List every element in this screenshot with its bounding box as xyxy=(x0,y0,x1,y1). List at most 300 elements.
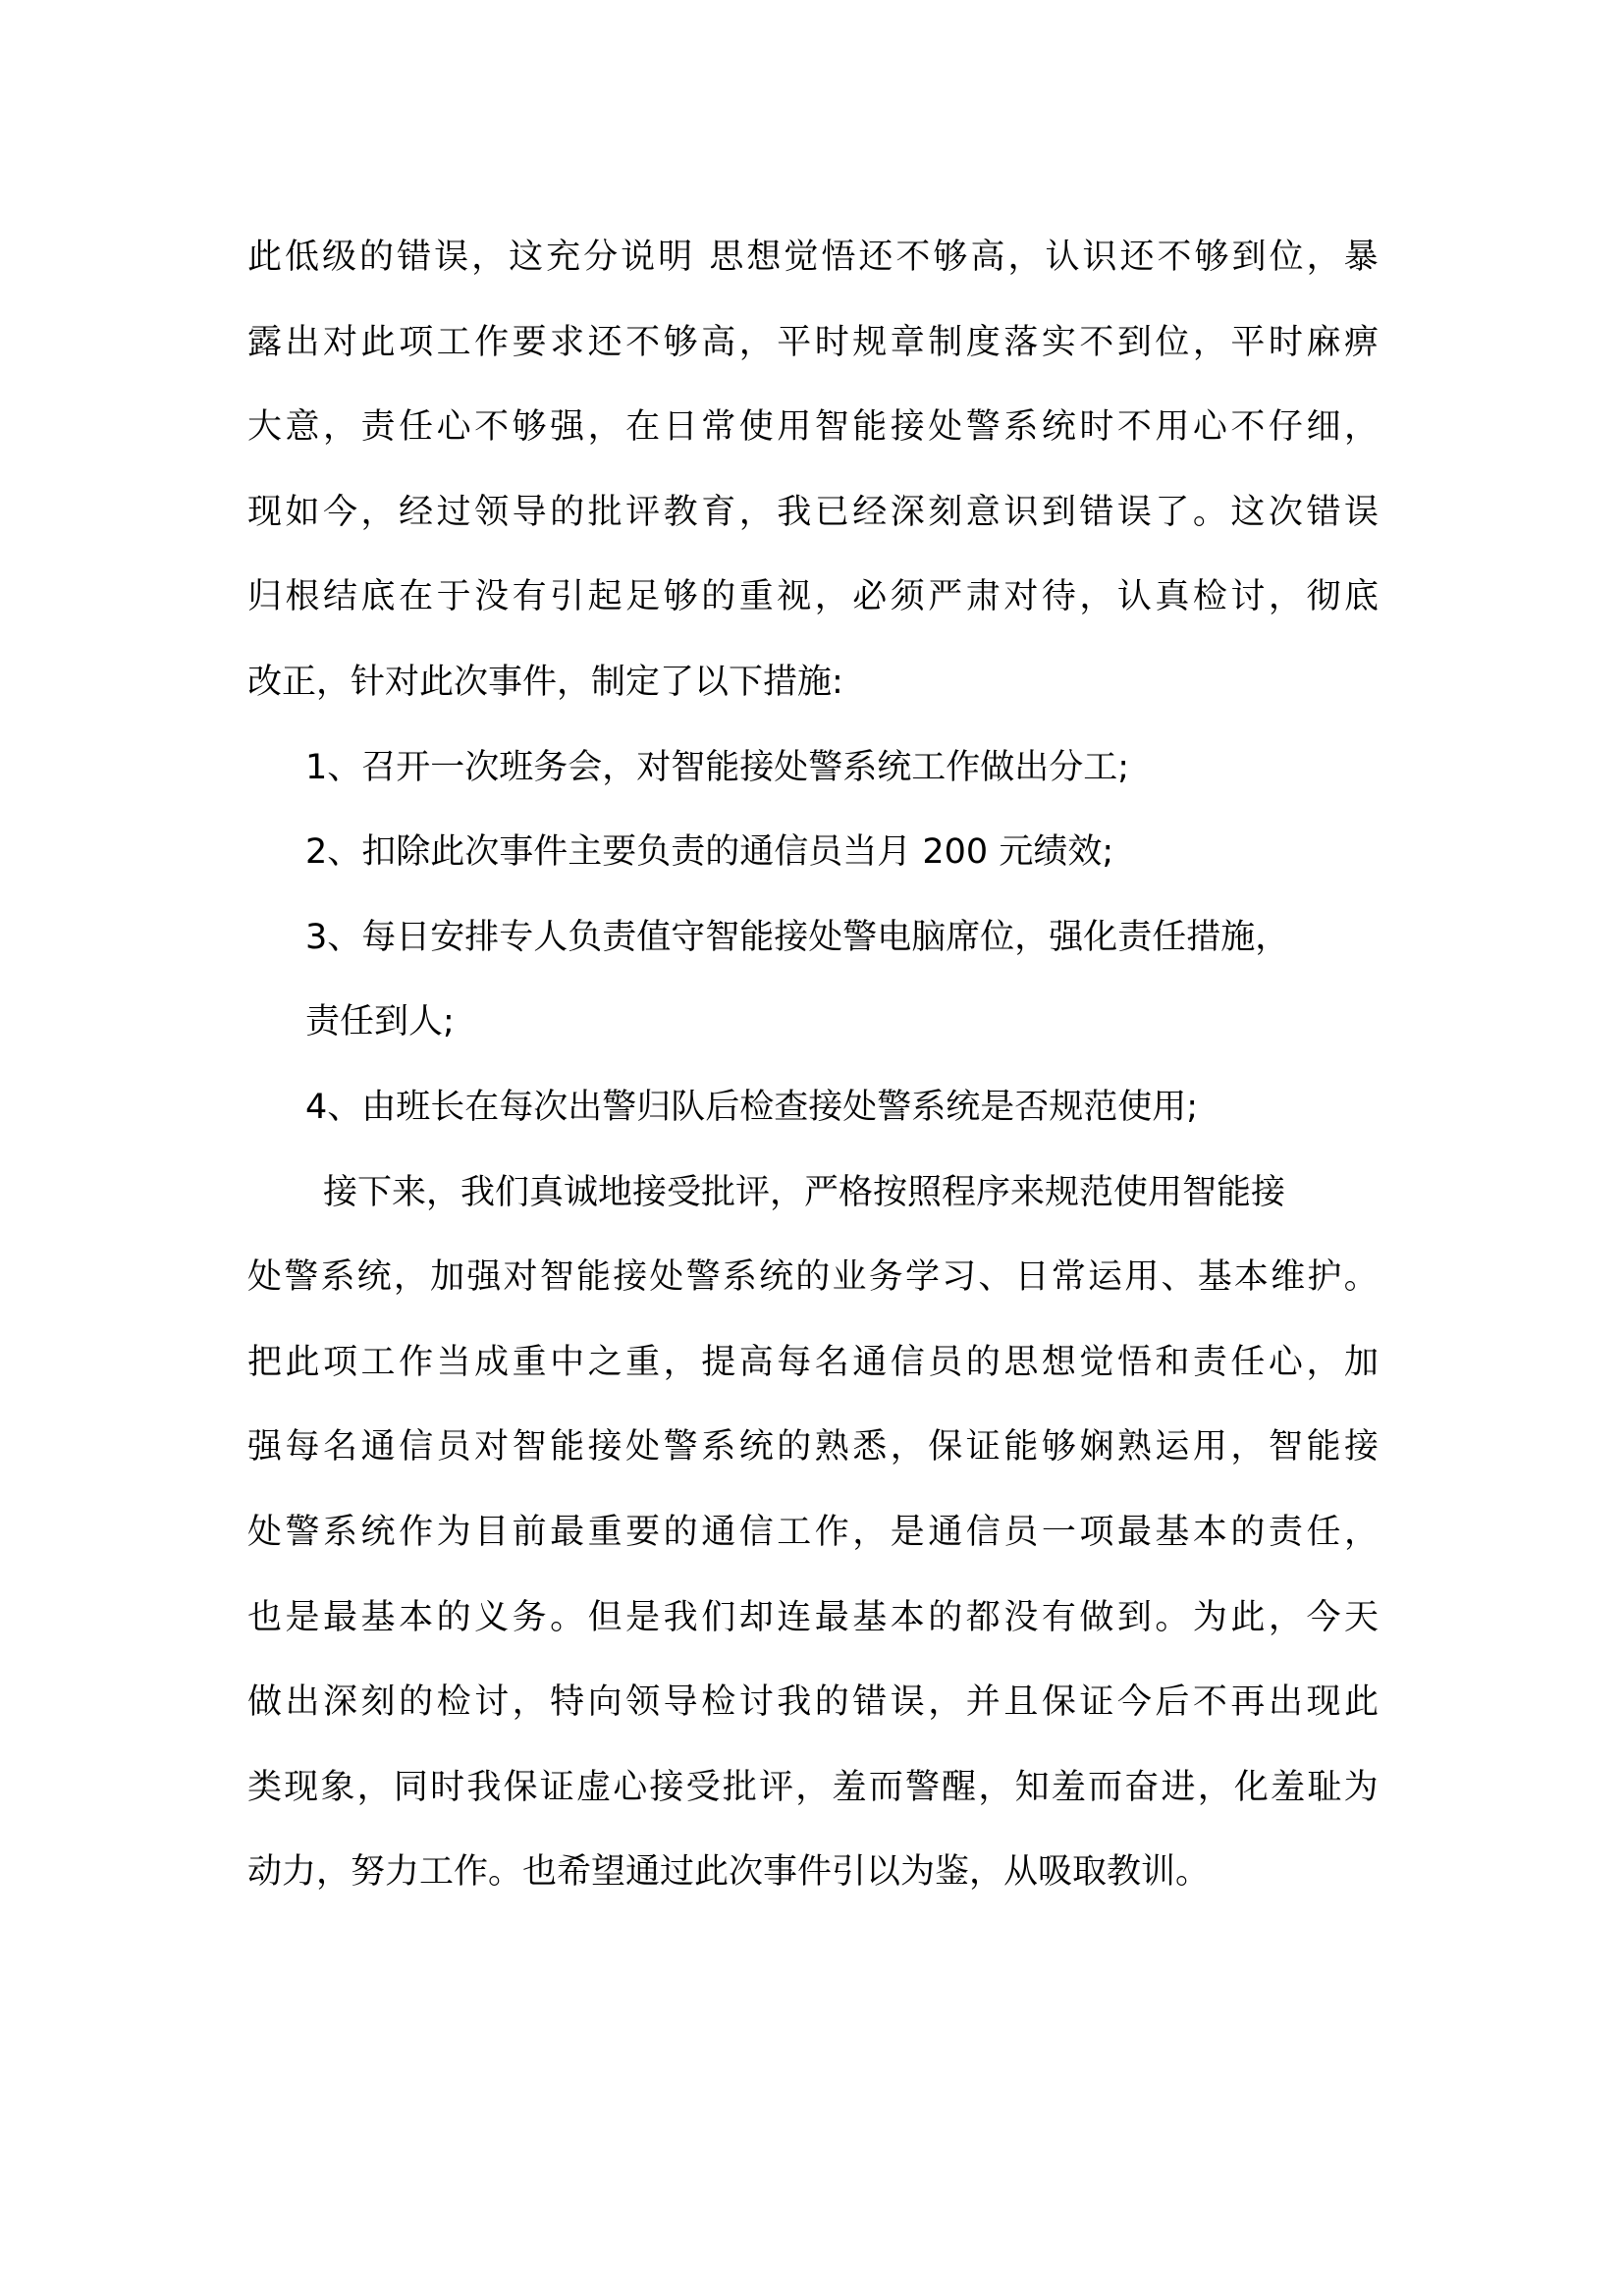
glyph: 常 xyxy=(1051,1257,1086,1298)
glyph: ， xyxy=(1306,1342,1341,1382)
glyph: 且 xyxy=(1003,1682,1039,1723)
glyph: 有 xyxy=(1041,1597,1076,1637)
glyph: 悟 xyxy=(821,238,856,277)
glyph: 的 xyxy=(436,1597,471,1637)
measure-item-4: 4、由班长在每次出警归队后检查接处警系统是否规范使用; xyxy=(305,1087,1199,1127)
text-line: 接下来，我们真诚地接受批评，严格按照程序来规范使用智能接 xyxy=(323,1172,1286,1212)
glyph: 今 xyxy=(323,492,358,532)
measure-item-3-continuation: 责任到人; xyxy=(305,1002,455,1042)
glyph: ， xyxy=(360,492,396,532)
glyph: 批 xyxy=(722,1767,757,1807)
glyph: 强 xyxy=(466,1257,502,1298)
glyph: 重 xyxy=(587,1512,623,1552)
glyph: 、 xyxy=(1161,1257,1196,1298)
glyph: 当 xyxy=(436,1342,471,1382)
glyph: 待 xyxy=(1041,577,1076,617)
glyph: 。 xyxy=(1192,492,1227,532)
glyph: 智 xyxy=(1268,1427,1303,1468)
glyph: 本 xyxy=(1233,1257,1269,1298)
glyph: 此 xyxy=(360,322,396,362)
glyph: 平 xyxy=(1230,322,1266,362)
glyph: 但 xyxy=(587,1597,623,1637)
text-line xyxy=(247,1660,1379,1745)
glyph: 的 xyxy=(777,1427,812,1468)
glyph: 我 xyxy=(466,1767,502,1807)
text-line xyxy=(247,1405,1379,1490)
glyph: 、 xyxy=(978,1257,1013,1298)
glyph: 在 xyxy=(399,577,434,617)
glyph: 还 xyxy=(858,238,893,277)
glyph: 痹 xyxy=(1343,322,1379,362)
glyph: 的 xyxy=(359,238,395,277)
glyph: 最 xyxy=(1116,1512,1152,1552)
glyph: 领 xyxy=(625,1682,661,1723)
glyph: ， xyxy=(587,407,623,448)
glyph: ， xyxy=(1343,1512,1379,1552)
glyph: 教 xyxy=(663,492,698,532)
glyph: 时 xyxy=(814,322,849,362)
glyph: 工 xyxy=(436,322,471,362)
glyph: 思 xyxy=(709,238,744,277)
glyph: 强 xyxy=(550,407,585,448)
glyph: 能 xyxy=(1003,1427,1039,1468)
glyph: 业 xyxy=(832,1257,867,1298)
glyph: 最 xyxy=(550,1512,585,1552)
glyph: 此 xyxy=(1343,1682,1379,1723)
glyph: 保 xyxy=(503,1767,538,1807)
glyph: 义 xyxy=(474,1597,510,1637)
glyph: 后 xyxy=(1155,1682,1190,1723)
glyph: 经 xyxy=(852,492,888,532)
glyph: 底 xyxy=(1343,577,1379,617)
text-line xyxy=(247,1235,1379,1320)
glyph: 不 xyxy=(474,407,510,448)
glyph: 连 xyxy=(777,1597,812,1637)
glyph: 悉 xyxy=(852,1427,888,1468)
glyph: 够 xyxy=(1194,238,1229,277)
text-line xyxy=(247,300,1379,386)
glyph: 基 xyxy=(1197,1257,1232,1298)
glyph: 最 xyxy=(814,1597,849,1637)
glyph: 知 xyxy=(1014,1767,1050,1807)
glyph: 心 xyxy=(1268,1342,1303,1382)
glyph: ， xyxy=(978,1767,1013,1807)
glyph: 今 xyxy=(1306,1597,1341,1637)
glyph: 能 xyxy=(550,1427,585,1468)
glyph: 作 xyxy=(399,1512,434,1552)
glyph: ， xyxy=(1079,577,1114,617)
glyph: 的 xyxy=(1230,1512,1266,1552)
glyph: 最 xyxy=(323,1597,358,1637)
glyph: 通 xyxy=(701,1512,736,1552)
glyph: 用 xyxy=(1155,407,1190,448)
glyph: 识 xyxy=(1003,492,1039,532)
glyph: 在 xyxy=(625,407,661,448)
text-line xyxy=(247,555,1379,640)
glyph: 刻 xyxy=(360,1682,396,1723)
glyph: 高 xyxy=(970,238,1005,277)
glyph: 做 xyxy=(247,1682,283,1723)
glyph: 基 xyxy=(1155,1512,1190,1552)
glyph: 讨 xyxy=(1230,577,1266,617)
glyph: ， xyxy=(1230,1427,1266,1468)
glyph: 而 xyxy=(868,1767,903,1807)
glyph: 耻 xyxy=(1307,1767,1342,1807)
glyph: 基 xyxy=(852,1597,888,1637)
glyph: 章 xyxy=(890,322,925,362)
glyph: 系 xyxy=(1003,407,1039,448)
glyph: 警 xyxy=(284,1257,319,1298)
glyph: 日 xyxy=(663,407,698,448)
measures-list xyxy=(247,725,1379,1150)
glyph: 警 xyxy=(663,1427,698,1468)
glyph: 够 xyxy=(663,322,698,362)
glyph: 到 xyxy=(1041,492,1076,532)
glyph: 评 xyxy=(759,1767,794,1807)
glyph: 此 xyxy=(285,1342,320,1382)
glyph: 必 xyxy=(852,577,888,617)
glyph: 类 xyxy=(247,1767,283,1807)
glyph: 责 xyxy=(1192,1342,1227,1382)
glyph: 级 xyxy=(322,238,357,277)
glyph: 目 xyxy=(474,1512,510,1552)
glyph: 运 xyxy=(1155,1427,1190,1468)
glyph: 于 xyxy=(436,577,471,617)
glyph: 现 xyxy=(284,1767,319,1807)
glyph: 我 xyxy=(777,492,812,532)
glyph: 信 xyxy=(965,1512,1001,1552)
glyph: 够 xyxy=(512,407,547,448)
glyph: 再 xyxy=(1230,1682,1266,1723)
glyph: 务 xyxy=(868,1257,903,1298)
glyph: 能 xyxy=(1306,1427,1341,1468)
text-line xyxy=(247,1575,1379,1661)
glyph: 觉 xyxy=(784,238,819,277)
glyph: 分 xyxy=(583,238,619,277)
glyph: 统 xyxy=(1041,407,1076,448)
glyph: 够 xyxy=(933,238,968,277)
glyph: ， xyxy=(471,238,507,277)
glyph: 项 xyxy=(399,322,434,362)
glyph: 处 xyxy=(625,1427,661,1468)
text-line xyxy=(247,1320,1379,1406)
glyph: 智 xyxy=(539,1257,574,1298)
glyph: 保 xyxy=(1041,1682,1076,1723)
glyph: 加 xyxy=(1343,1342,1379,1382)
glyph: 系 xyxy=(701,1427,736,1468)
glyph: 一 xyxy=(1041,1512,1076,1552)
glyph: 务 xyxy=(512,1597,547,1637)
glyph: 对 xyxy=(1003,577,1039,617)
glyph: 时 xyxy=(430,1767,465,1807)
glyph: 肃 xyxy=(965,577,1001,617)
glyph: 度 xyxy=(965,322,1001,362)
glyph: 错 xyxy=(852,1682,888,1723)
glyph: 想 xyxy=(1041,1342,1076,1382)
glyph: 说 xyxy=(621,238,656,277)
glyph: 熟 xyxy=(814,1427,849,1468)
glyph: 每 xyxy=(285,1427,320,1468)
glyph: 员 xyxy=(436,1427,471,1468)
glyph: 重 xyxy=(625,1342,661,1382)
glyph: 对 xyxy=(323,322,358,362)
glyph: 如 xyxy=(285,492,320,532)
glyph: 评 xyxy=(625,492,661,532)
glyph: 工 xyxy=(777,1512,812,1552)
glyph: 羞 xyxy=(1051,1767,1086,1807)
glyph: 运 xyxy=(1088,1257,1123,1298)
glyph: ， xyxy=(393,1257,428,1298)
glyph: ， xyxy=(1007,238,1043,277)
glyph: 到 xyxy=(1116,1597,1152,1637)
glyph: 认 xyxy=(1045,238,1080,277)
glyph: 每 xyxy=(777,1342,812,1382)
glyph: ， xyxy=(1343,407,1379,448)
glyph: 思 xyxy=(1003,1342,1039,1382)
glyph: 使 xyxy=(738,407,774,448)
glyph: 名 xyxy=(323,1427,358,1468)
glyph: 够 xyxy=(663,577,698,617)
glyph: 项 xyxy=(323,1342,358,1382)
glyph: 进 xyxy=(1161,1767,1196,1807)
text-line: 动力，努力工作。也希望通过此次事件引以为鉴，从吸取教训。 xyxy=(247,1852,1211,1893)
glyph: 名 xyxy=(814,1342,849,1382)
glyph: 今 xyxy=(1116,1682,1152,1723)
measure-item-1: 1、召开一次班务会，对智能接处警系统工作做出分工; xyxy=(305,747,1130,787)
glyph: 化 xyxy=(1233,1767,1269,1807)
glyph: 统 xyxy=(738,1427,774,1468)
glyph: ， xyxy=(323,407,358,448)
glyph: 为 xyxy=(1343,1767,1379,1807)
glyph: 归 xyxy=(247,577,283,617)
glyph: 识 xyxy=(1082,238,1117,277)
glyph: 智 xyxy=(512,1427,547,1468)
glyph: 常 xyxy=(701,407,736,448)
glyph: ， xyxy=(928,1682,963,1723)
glyph: 不 xyxy=(625,322,661,362)
glyph: 制 xyxy=(928,322,963,362)
glyph: ， xyxy=(1192,322,1227,362)
glyph: 结 xyxy=(323,577,358,617)
glyph: 错 xyxy=(397,238,432,277)
glyph: 充 xyxy=(546,238,581,277)
glyph: 足 xyxy=(625,577,661,617)
glyph: 奋 xyxy=(1124,1767,1160,1807)
glyph: 特 xyxy=(550,1682,585,1723)
glyph: 现 xyxy=(1306,1682,1341,1723)
glyph: 深 xyxy=(890,492,925,532)
glyph: 用 xyxy=(1124,1257,1160,1298)
glyph: ， xyxy=(356,1767,392,1807)
glyph: 意 xyxy=(965,492,1001,532)
glyph: 智 xyxy=(814,407,849,448)
paragraph-intro xyxy=(247,215,1379,725)
glyph: 作 xyxy=(399,1342,434,1382)
glyph xyxy=(695,215,706,300)
glyph: ， xyxy=(1197,1767,1232,1807)
glyph: 过 xyxy=(436,492,471,532)
measure-item-3: 3、每日安排专人负责值守智能接处警电脑席位，强化责任措施， xyxy=(305,917,1290,957)
glyph: 真 xyxy=(1155,577,1190,617)
glyph: 警 xyxy=(965,407,1001,448)
glyph: 求 xyxy=(550,322,585,362)
glyph: 任 xyxy=(1306,1512,1341,1552)
glyph: 根 xyxy=(285,577,320,617)
glyph: 加 xyxy=(430,1257,465,1298)
glyph: ， xyxy=(795,1767,831,1807)
glyph: 导 xyxy=(663,1682,698,1723)
glyph: 虚 xyxy=(575,1767,611,1807)
glyph: 接 xyxy=(649,1767,684,1807)
glyph: 而 xyxy=(1088,1767,1123,1807)
glyph: 检 xyxy=(1192,577,1227,617)
glyph: 没 xyxy=(1003,1597,1039,1637)
glyph: 平 xyxy=(777,322,812,362)
glyph: 还 xyxy=(1119,238,1155,277)
glyph: ， xyxy=(1268,577,1303,617)
glyph: 误 xyxy=(434,238,469,277)
glyph: 。 xyxy=(1343,1257,1379,1298)
glyph: 日 xyxy=(1014,1257,1050,1298)
glyph: 对 xyxy=(474,1427,510,1468)
glyph: 员 xyxy=(928,1342,963,1382)
glyph: 出 xyxy=(1268,1682,1303,1723)
glyph: 信 xyxy=(738,1512,774,1552)
glyph: 重 xyxy=(738,577,774,617)
glyph: 娴 xyxy=(1079,1427,1114,1468)
glyph: 证 xyxy=(965,1427,1001,1468)
glyph: 心 xyxy=(613,1767,648,1807)
glyph: 向 xyxy=(587,1682,623,1723)
glyph: 我 xyxy=(663,1597,698,1637)
glyph: 统 xyxy=(360,1512,396,1552)
glyph: 明 xyxy=(658,238,693,277)
glyph: 接 xyxy=(1343,1427,1379,1468)
glyph: 维 xyxy=(1271,1257,1306,1298)
glyph: 彻 xyxy=(1306,577,1341,617)
glyph: 本 xyxy=(890,1597,925,1637)
glyph: 不 xyxy=(1230,407,1266,448)
glyph: 到 xyxy=(1116,322,1152,362)
glyph: 作 xyxy=(814,1512,849,1552)
glyph: 此 xyxy=(247,238,283,277)
glyph: 底 xyxy=(360,577,396,617)
glyph: ， xyxy=(1268,1597,1303,1637)
glyph: 熟 xyxy=(1116,1427,1152,1468)
glyph: 基 xyxy=(360,1597,396,1637)
glyph: 露 xyxy=(247,322,283,362)
glyph: 把 xyxy=(247,1342,283,1382)
glyph: 检 xyxy=(701,1682,736,1723)
glyph: 引 xyxy=(550,577,585,617)
glyph: 为 xyxy=(1192,1597,1227,1637)
glyph: 这 xyxy=(1230,492,1266,532)
glyph: 强 xyxy=(247,1427,283,1468)
glyph: 到 xyxy=(1231,238,1267,277)
glyph: 护 xyxy=(1307,1257,1342,1298)
glyph: 位 xyxy=(1155,322,1190,362)
glyph: 仔 xyxy=(1268,407,1303,448)
text-line xyxy=(247,215,1379,300)
glyph: 次 xyxy=(1268,492,1303,532)
glyph: 错 xyxy=(1306,492,1341,532)
glyph: 习 xyxy=(942,1257,977,1298)
glyph: ， xyxy=(663,1342,698,1382)
glyph: 之 xyxy=(587,1342,623,1382)
glyph: ， xyxy=(814,577,849,617)
glyph: 位 xyxy=(1269,238,1304,277)
glyph: 的 xyxy=(965,1342,1001,1382)
glyph: 受 xyxy=(685,1767,721,1807)
glyph: 实 xyxy=(1041,322,1076,362)
glyph: 的 xyxy=(814,1682,849,1723)
glyph: 现 xyxy=(247,492,283,532)
glyph: 的 xyxy=(795,1257,831,1298)
glyph: 出 xyxy=(285,1682,320,1723)
glyph: 处 xyxy=(649,1257,684,1298)
glyph: ， xyxy=(890,1427,925,1468)
glyph: 够 xyxy=(1041,1427,1076,1468)
glyph: 重 xyxy=(512,1342,547,1382)
glyph: 羞 xyxy=(832,1767,867,1807)
glyph: 成 xyxy=(474,1342,510,1382)
glyph: 视 xyxy=(777,577,812,617)
glyph: 能 xyxy=(575,1257,611,1298)
glyph: 觉 xyxy=(1079,1342,1114,1382)
glyph: 细 xyxy=(1306,407,1341,448)
glyph: 是 xyxy=(890,1512,925,1552)
glyph: 这 xyxy=(509,238,544,277)
glyph: 要 xyxy=(625,1512,661,1552)
glyph: 同 xyxy=(393,1767,428,1807)
glyph: 高 xyxy=(738,1342,774,1382)
glyph: ， xyxy=(1306,238,1341,277)
glyph: 作 xyxy=(474,322,510,362)
glyph: 项 xyxy=(1079,1512,1114,1552)
glyph: 没 xyxy=(474,577,510,617)
glyph: 责 xyxy=(360,407,396,448)
glyph: 不 xyxy=(895,238,931,277)
glyph: 经 xyxy=(399,492,434,532)
glyph: 导 xyxy=(512,492,547,532)
glyph: 大 xyxy=(247,407,283,448)
glyph: 高 xyxy=(701,322,736,362)
glyph: 此 xyxy=(1230,1597,1266,1637)
glyph: 还 xyxy=(587,322,623,362)
glyph: 。 xyxy=(550,1597,585,1637)
glyph: 的 xyxy=(701,577,736,617)
glyph: 和 xyxy=(1155,1342,1190,1382)
glyph: 接 xyxy=(613,1257,648,1298)
glyph: 对 xyxy=(503,1257,538,1298)
glyph: 工 xyxy=(360,1342,396,1382)
glyph: 证 xyxy=(539,1767,574,1807)
paragraph-conclusion xyxy=(247,1150,1379,1915)
glyph: 通 xyxy=(360,1427,396,1468)
glyph: 用 xyxy=(777,407,812,448)
glyph: ， xyxy=(852,1512,888,1552)
glyph: 前 xyxy=(512,1512,547,1552)
glyph: 误 xyxy=(890,1682,925,1723)
glyph: 落 xyxy=(1003,322,1039,362)
glyph: ， xyxy=(738,322,774,362)
glyph: 的 xyxy=(928,1597,963,1637)
glyph: 讨 xyxy=(738,1682,774,1723)
glyph: 讨 xyxy=(474,1682,510,1723)
glyph: 通 xyxy=(852,1342,888,1382)
glyph: 都 xyxy=(965,1597,1001,1637)
glyph: 检 xyxy=(436,1682,471,1723)
